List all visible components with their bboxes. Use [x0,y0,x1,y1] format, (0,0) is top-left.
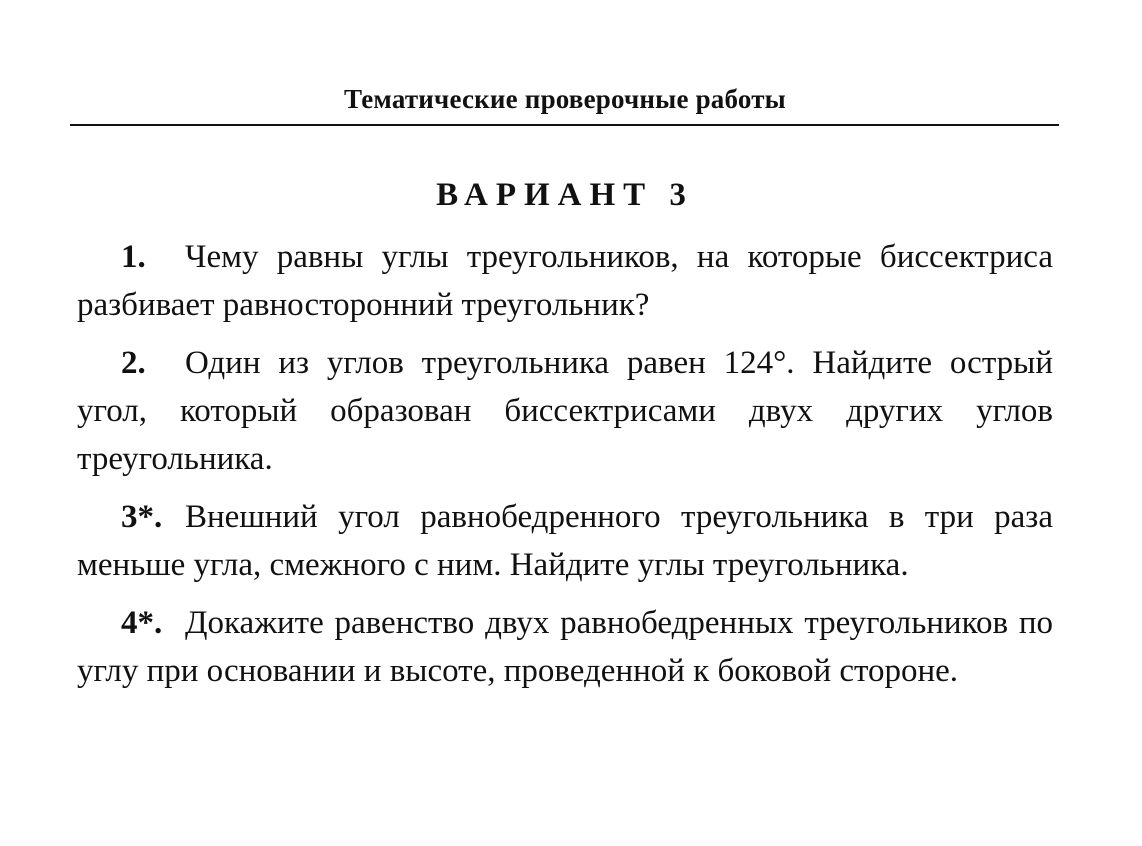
problem-item [77,493,1053,589]
variant-title: ВАРИАНТ 3 [436,177,694,213]
problem-item [77,599,1053,695]
running-header: Тематические проверочные работы [344,84,786,114]
problem-number: 2. [121,345,146,381]
problem-item [77,339,1053,483]
problem-number: 4*. [121,605,163,641]
problem-number: 3*. [121,499,163,535]
problem-item [77,233,1053,329]
problem-text: Один из углов треугольника равен 124°. Найдите острый угол, который образован биссектрисами двух других углов треугольника. [77,345,1053,477]
problem-list [77,233,1053,705]
problem-text: Докажите равенство двух равнобедренных треугольников по углу при основании и высоте, проведенной к боковой стороне. [77,605,1053,689]
header-divider [70,124,1059,126]
problem-number: 1. [121,239,146,275]
problem-text: Чему равны углы треугольников, на которые биссектриса разбивает равносторонний треугольник? [77,239,1053,323]
problem-text: Внешний угол равнобедренного треугольника в три раза меньше угла, смежного с ним. Найдите углы треугольника. [77,499,1053,583]
